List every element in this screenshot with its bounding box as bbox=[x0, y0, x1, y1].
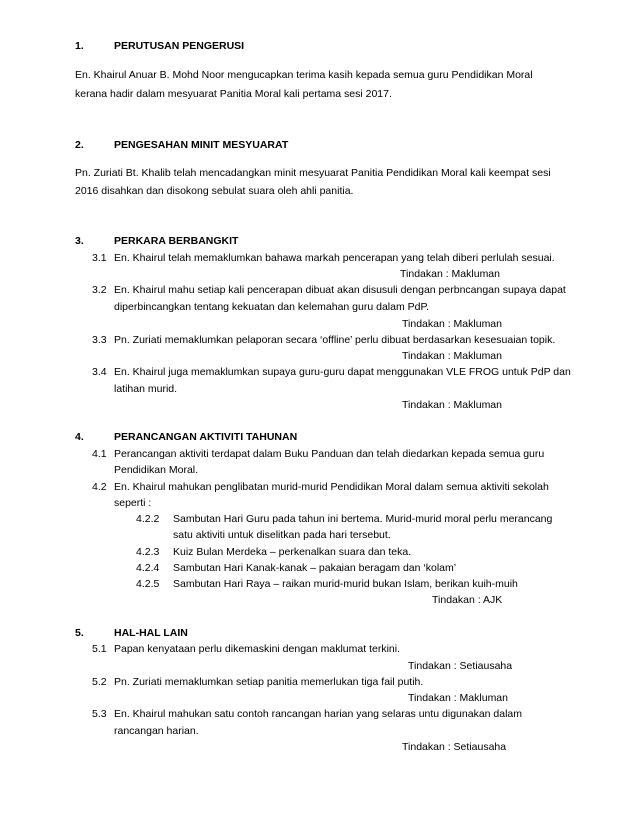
subitem-text: Kuiz Bulan Merdeka – perkenalkan suara dan teka. bbox=[173, 546, 412, 558]
item-number: 4.2 bbox=[92, 481, 107, 493]
item-text: En. Khairul mahu setiap kali pencerapan dibuat akan disusuli dengan perbncangan supaya dapat bbox=[114, 284, 566, 296]
item-text: Papan kenyataan perlu dikemaskini dengan maklumat terkini. bbox=[114, 643, 400, 655]
section-title: PERUTUSAN PENGERUSI bbox=[114, 40, 245, 52]
item-text: Pn. Zuriati memaklumkan setiap panitia memerlukan tiga fail putih. bbox=[114, 676, 424, 688]
section-title: HAL-HAL LAIN bbox=[114, 627, 188, 639]
item-text: Pn. Zuriati memaklumkan pelaporan secara ‘offline’ perlu dibuat berdasarkan kesesuaian topik. bbox=[114, 334, 556, 346]
section-title: PERANCANGAN AKTIVITI TAHUNAN bbox=[114, 431, 298, 443]
item-number: 5.3 bbox=[92, 708, 107, 720]
section-title: PERKARA BERBANGKIT bbox=[114, 235, 239, 247]
item-text: seperti : bbox=[114, 497, 152, 509]
item-text: En. Khairul mahukan satu contoh rancangan harian yang selaras untu digunakan dalam bbox=[114, 708, 523, 720]
item-number: 4.1 bbox=[92, 448, 107, 460]
item-text: Perancangan aktiviti terdapat dalam Buku Panduan dan telah diedarkan kepada semua guru bbox=[114, 448, 545, 460]
tindakan-label: Tindakan : Setiausaha bbox=[408, 660, 513, 672]
item-text: rancangan harian. bbox=[114, 725, 199, 737]
tindakan-label: Tindakan : AJK bbox=[432, 594, 503, 606]
section-number: 4. bbox=[75, 431, 84, 443]
section-number: 1. bbox=[75, 40, 84, 52]
paragraph-line: Pn. Zuriati Bt. Khalib telah mencadangkan minit mesyuarat Panitia Pendidikan Moral kali keempat sesi bbox=[75, 167, 551, 179]
tindakan-label: Tindakan : Setiausaha bbox=[402, 741, 507, 753]
subitem-number: 4.2.4 bbox=[136, 562, 160, 574]
section-title: PENGESAHAN MINIT MESYUARAT bbox=[114, 139, 289, 151]
subitem-number: 4.2.5 bbox=[136, 578, 160, 590]
item-number: 5.2 bbox=[92, 676, 107, 688]
section-number: 2. bbox=[75, 139, 84, 151]
section-number: 5. bbox=[75, 627, 84, 639]
tindakan-label: Tindakan : Makluman bbox=[400, 268, 500, 280]
paragraph-line: En. Khairul Anuar B. Mohd Noor mengucapkan terima kasih kepada semua guru Pendidikan Moral bbox=[75, 69, 533, 81]
subitem-text: Sambutan Hari Guru pada tahun ini bertema. Murid-murid moral perlu merancang bbox=[173, 513, 553, 525]
item-number: 3.2 bbox=[92, 284, 107, 296]
paragraph-line: kerana hadir dalam mesyuarat Panitia Moral kali pertama sesi 2017. bbox=[75, 88, 392, 100]
item-number: 3.3 bbox=[92, 334, 107, 346]
subitem-text: Sambutan Hari Raya – raikan murid-murid bukan Islam, berikan kuih-muih bbox=[173, 578, 518, 590]
item-text: diperbincangkan tentang kekuatan dan kelemahan guru dalam PdP. bbox=[114, 301, 430, 313]
subitem-text: Sambutan Hari Kanak-kanak – pakaian beragam dan ‘kolam’ bbox=[173, 562, 457, 574]
item-text: latihan murid. bbox=[114, 383, 178, 395]
tindakan-label: Tindakan : Makluman bbox=[402, 318, 502, 330]
paragraph-line: 2016 disahkan dan disokong sebulat suara oleh ahli panitia. bbox=[75, 185, 354, 197]
tindakan-label: Tindakan : Makluman bbox=[408, 692, 508, 704]
tindakan-label: Tindakan : Makluman bbox=[402, 399, 502, 411]
section-number: 3. bbox=[75, 235, 84, 247]
item-text: Pendidikan Moral. bbox=[114, 464, 199, 476]
subitem-number: 4.2.3 bbox=[136, 546, 160, 558]
item-text: En. Khairul mahukan penglibatan murid-murid Pendidikan Moral dalam semua aktiviti sekolah bbox=[114, 481, 549, 493]
item-text: En. Khairul telah memaklumkan bahawa markah pencerapan yang telah diberi perlulah sesuai. bbox=[114, 252, 555, 264]
subitem-number: 4.2.2 bbox=[136, 513, 160, 525]
tindakan-label: Tindakan : Makluman bbox=[402, 350, 502, 362]
item-text: En. Khairul juga memaklumkan supaya guru-guru dapat menggunakan VLE FROG untuk PdP dan bbox=[114, 366, 571, 378]
item-number: 3.1 bbox=[92, 252, 107, 264]
subitem-text: satu aktiviti untuk diselitkan pada hari tersebut. bbox=[173, 529, 391, 541]
item-number: 5.1 bbox=[92, 643, 107, 655]
item-number: 3.4 bbox=[92, 366, 107, 378]
